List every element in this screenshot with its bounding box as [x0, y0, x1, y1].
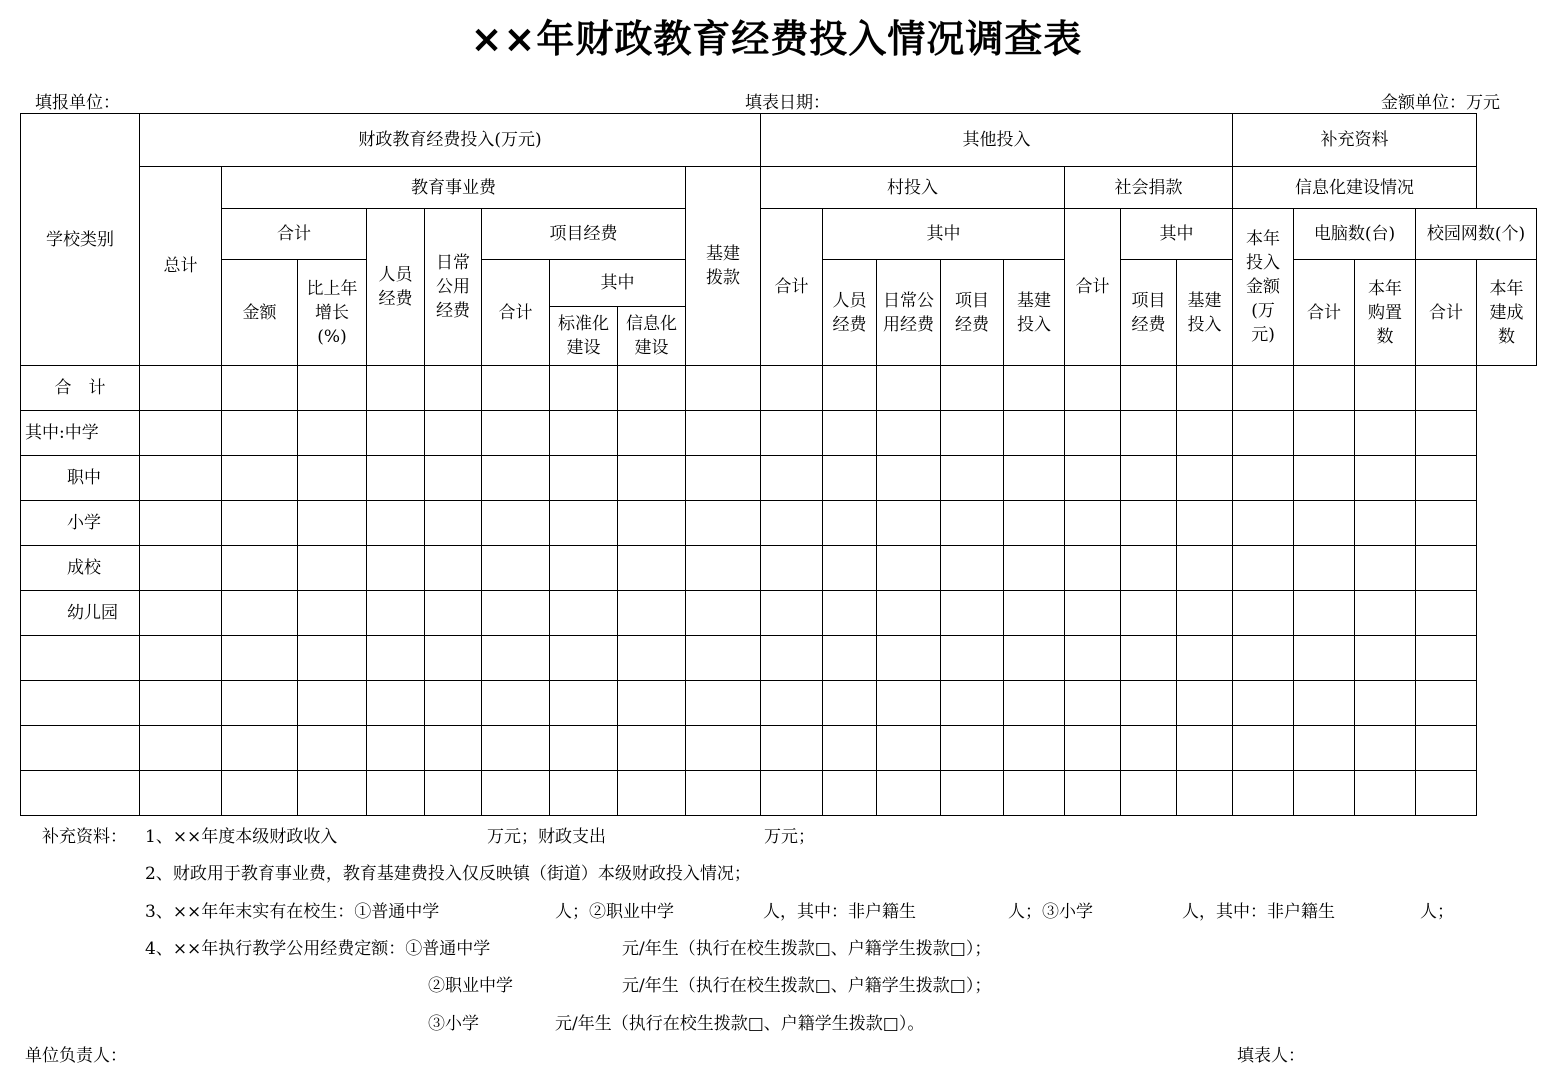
data-cell[interactable] [761, 681, 823, 726]
row-label [21, 681, 140, 726]
header-social-among: 其中 [1121, 209, 1233, 260]
data-cell[interactable] [298, 501, 367, 546]
data-cell[interactable] [1177, 681, 1233, 726]
data-cell[interactable] [1121, 546, 1177, 591]
data-cell[interactable] [823, 366, 877, 411]
data-cell[interactable] [1355, 411, 1416, 456]
survey-table [20, 113, 1537, 816]
data-cell[interactable] [140, 546, 222, 591]
data-cell[interactable] [1294, 546, 1355, 591]
data-cell[interactable] [686, 366, 761, 411]
data-cell[interactable] [1177, 411, 1233, 456]
data-cell[interactable] [877, 546, 941, 591]
data-cell[interactable] [298, 591, 367, 636]
row-label: 小学 [21, 501, 140, 546]
data-cell[interactable] [1121, 501, 1177, 546]
data-cell[interactable] [1294, 681, 1355, 726]
row-label: 职中 [21, 456, 140, 501]
filler-label: 填表人： [1237, 1046, 1305, 1066]
data-cell[interactable] [550, 501, 618, 546]
header-village-construction: 基建投入 [1004, 260, 1065, 366]
table-body [21, 366, 1537, 816]
data-cell[interactable] [941, 636, 1004, 681]
note-3-c: 人，其中：非户籍生 [763, 902, 916, 922]
data-cell[interactable] [761, 366, 823, 411]
data-cell[interactable] [367, 501, 425, 546]
note-1-c: 万元； [764, 827, 815, 847]
table-row [21, 726, 1537, 771]
data-cell[interactable] [686, 411, 761, 456]
data-cell[interactable] [1355, 771, 1416, 816]
header-amount: 金额 [222, 260, 298, 366]
data-cell[interactable] [618, 456, 686, 501]
data-cell[interactable] [298, 771, 367, 816]
header-other-input: 其他投入 [761, 114, 1233, 167]
data-cell[interactable] [1233, 501, 1294, 546]
data-cell[interactable] [1416, 456, 1477, 501]
data-cell[interactable] [618, 726, 686, 771]
data-cell[interactable] [425, 366, 482, 411]
data-cell[interactable] [1004, 681, 1065, 726]
data-cell[interactable] [1177, 726, 1233, 771]
data-cell[interactable] [222, 591, 298, 636]
header-fiscal-input: 财政教育经费投入(万元) [140, 114, 761, 167]
row-label [21, 636, 140, 681]
data-cell[interactable] [1355, 591, 1416, 636]
data-cell[interactable] [1004, 366, 1065, 411]
data-cell[interactable] [298, 636, 367, 681]
data-cell[interactable] [1416, 546, 1477, 591]
data-cell[interactable] [482, 366, 550, 411]
data-cell[interactable] [298, 546, 367, 591]
data-cell[interactable] [823, 591, 877, 636]
note-1-a: 1、××年度本级财政收入 [145, 827, 338, 847]
data-cell[interactable] [1294, 771, 1355, 816]
data-cell[interactable] [1121, 771, 1177, 816]
data-cell[interactable] [1416, 591, 1477, 636]
data-cell[interactable] [941, 411, 1004, 456]
note-3-a: 3、××年年末实有在校生：①普通中学 [145, 902, 440, 922]
table-row [21, 636, 1537, 681]
reporting-unit-label: 填报单位： [35, 93, 120, 113]
data-cell[interactable] [1065, 726, 1121, 771]
table-row [21, 771, 1537, 816]
data-cell[interactable] [482, 681, 550, 726]
data-cell[interactable] [140, 501, 222, 546]
data-cell[interactable] [1233, 591, 1294, 636]
data-cell[interactable] [1416, 411, 1477, 456]
data-cell[interactable] [686, 681, 761, 726]
data-cell[interactable] [425, 681, 482, 726]
data-cell[interactable] [1233, 366, 1294, 411]
data-cell[interactable] [1355, 726, 1416, 771]
data-cell[interactable] [140, 366, 222, 411]
header-project-among: 其中 [550, 260, 685, 306]
data-cell[interactable] [761, 591, 823, 636]
data-cell[interactable] [877, 591, 941, 636]
data-cell[interactable] [222, 636, 298, 681]
data-cell[interactable] [1177, 771, 1233, 816]
header-informatization: 信息化建设 [626, 313, 677, 358]
data-cell[interactable] [550, 456, 618, 501]
data-cell[interactable] [1004, 501, 1065, 546]
header-daily-public: 日常公用经费 [425, 209, 482, 366]
data-cell[interactable] [761, 546, 823, 591]
amount-unit-label: 金额单位：万元 [1381, 93, 1500, 113]
data-cell[interactable] [1065, 411, 1121, 456]
header-yoy-growth: 比上年增长(%) [298, 260, 367, 366]
data-cell[interactable] [222, 771, 298, 816]
data-cell[interactable] [140, 456, 222, 501]
note-6-a: ③小学 [428, 1014, 479, 1034]
data-cell[interactable] [222, 501, 298, 546]
data-cell[interactable] [1065, 501, 1121, 546]
data-cell[interactable] [482, 636, 550, 681]
notes-label: 补充资料： [42, 827, 127, 847]
data-cell[interactable] [1416, 636, 1477, 681]
row-label: 幼儿园 [21, 591, 140, 636]
data-cell[interactable] [482, 456, 550, 501]
data-cell[interactable] [1355, 546, 1416, 591]
data-cell[interactable] [761, 501, 823, 546]
data-cell[interactable] [1065, 591, 1121, 636]
note-6-b: 元/年生（执行在校生拨款□、户籍学生拨款□）。 [555, 1014, 925, 1034]
data-cell[interactable] [222, 456, 298, 501]
note-2: 2、财政用于教育事业费，教育基建费投入仅反映镇（街道）本级财政投入情况； [145, 864, 751, 884]
row-label: 其中:中学 [21, 411, 140, 456]
data-cell[interactable] [1004, 591, 1065, 636]
data-cell[interactable] [1416, 726, 1477, 771]
data-cell[interactable] [1121, 411, 1177, 456]
row-label: 合 计 [21, 366, 140, 411]
data-cell[interactable] [140, 726, 222, 771]
data-cell[interactable] [1065, 681, 1121, 726]
table-row [21, 681, 1537, 726]
data-cell[interactable] [686, 636, 761, 681]
data-cell[interactable] [550, 411, 618, 456]
data-cell[interactable] [761, 636, 823, 681]
data-cell[interactable] [1065, 366, 1121, 411]
data-cell[interactable] [1355, 501, 1416, 546]
note-3-e: 人，其中：非户籍生 [1182, 902, 1335, 922]
data-cell[interactable] [1004, 411, 1065, 456]
data-cell[interactable] [1294, 726, 1355, 771]
data-cell[interactable] [1177, 456, 1233, 501]
header-subtotal: 合计 [222, 209, 367, 260]
note-3-d: 人；③小学 [1008, 902, 1093, 922]
data-cell[interactable] [1294, 411, 1355, 456]
table-row [21, 501, 1537, 546]
header-edu-business: 教育事业费 [222, 167, 686, 209]
data-cell[interactable] [1121, 591, 1177, 636]
header-construction-grant: 基建拨款 [686, 167, 761, 366]
row-label: 成校 [21, 546, 140, 591]
data-cell[interactable] [222, 411, 298, 456]
data-cell[interactable] [482, 546, 550, 591]
data-cell[interactable] [1004, 771, 1065, 816]
data-cell[interactable] [140, 411, 222, 456]
header-info-construction: 信息化建设情况 [1233, 167, 1477, 209]
data-cell[interactable] [877, 681, 941, 726]
data-cell[interactable] [1004, 546, 1065, 591]
table-row [21, 456, 1537, 501]
data-cell[interactable] [1004, 636, 1065, 681]
data-cell[interactable] [1177, 636, 1233, 681]
data-cell[interactable] [1004, 726, 1065, 771]
data-cell[interactable] [1416, 501, 1477, 546]
data-cell[interactable] [140, 771, 222, 816]
data-cell[interactable] [425, 726, 482, 771]
header-village-subtotal: 合计 [761, 209, 823, 366]
table-row [21, 546, 1537, 591]
table-row [21, 591, 1537, 636]
data-cell[interactable] [1121, 456, 1177, 501]
data-cell[interactable] [1177, 546, 1233, 591]
data-cell[interactable] [686, 501, 761, 546]
data-cell[interactable] [1065, 636, 1121, 681]
data-cell[interactable] [1233, 456, 1294, 501]
data-cell[interactable] [425, 501, 482, 546]
data-cell[interactable] [550, 771, 618, 816]
header-personnel: 人员经费 [367, 209, 425, 366]
data-cell[interactable] [1121, 636, 1177, 681]
data-cell[interactable] [1177, 501, 1233, 546]
data-cell[interactable] [1121, 726, 1177, 771]
data-cell[interactable] [1355, 636, 1416, 681]
data-cell[interactable] [1233, 681, 1294, 726]
header-social-donation: 社会捐款 [1065, 167, 1233, 209]
header-village-input: 村投入 [761, 167, 1065, 209]
data-cell[interactable] [1177, 591, 1233, 636]
data-cell[interactable] [686, 546, 761, 591]
data-cell[interactable] [550, 546, 618, 591]
data-cell[interactable] [298, 366, 367, 411]
data-cell[interactable] [877, 411, 941, 456]
data-cell[interactable] [425, 591, 482, 636]
header-supplementary: 补充资料 [1233, 114, 1477, 167]
data-cell[interactable] [618, 591, 686, 636]
header-net-built: 本年建成数 [1477, 260, 1537, 366]
fill-date-label: 填表日期： [745, 93, 830, 113]
data-cell[interactable] [941, 771, 1004, 816]
header-year-input-amount: 本年投入金额(万元) [1233, 209, 1294, 366]
data-cell[interactable] [367, 411, 425, 456]
data-cell[interactable] [298, 726, 367, 771]
data-cell[interactable] [686, 456, 761, 501]
data-cell[interactable] [1121, 366, 1177, 411]
note-5-b: 元/年生（执行在校生拨款□、户籍学生拨款□）； [622, 976, 992, 996]
data-cell[interactable] [761, 771, 823, 816]
data-cell[interactable] [1416, 681, 1477, 726]
data-cell[interactable] [618, 501, 686, 546]
data-cell[interactable] [1065, 456, 1121, 501]
data-cell[interactable] [367, 591, 425, 636]
data-cell[interactable] [941, 501, 1004, 546]
data-cell[interactable] [761, 726, 823, 771]
data-cell[interactable] [425, 456, 482, 501]
data-cell[interactable] [877, 366, 941, 411]
data-cell[interactable] [1416, 366, 1477, 411]
unit-leader-label: 单位负责人： [25, 1046, 127, 1066]
data-cell[interactable] [1233, 636, 1294, 681]
data-cell[interactable] [367, 546, 425, 591]
header-village-daily-public: 日常公用经费 [877, 260, 941, 366]
header-project-funds: 项目经费 [482, 209, 686, 260]
header-computer-subtotal: 合计 [1294, 260, 1355, 366]
data-cell[interactable] [222, 366, 298, 411]
data-cell[interactable] [877, 456, 941, 501]
data-cell[interactable] [482, 726, 550, 771]
header-school-type: 学校类别 [21, 114, 140, 366]
data-cell[interactable] [1355, 681, 1416, 726]
data-cell[interactable] [618, 546, 686, 591]
page-title: ××年财政教育经费投入情况调查表 [470, 17, 1083, 61]
data-cell[interactable] [140, 636, 222, 681]
data-cell[interactable] [298, 456, 367, 501]
data-cell[interactable] [877, 771, 941, 816]
data-cell[interactable] [823, 546, 877, 591]
data-cell[interactable] [298, 411, 367, 456]
data-cell[interactable] [550, 726, 618, 771]
data-cell[interactable] [425, 636, 482, 681]
data-cell[interactable] [367, 771, 425, 816]
data-cell[interactable] [1177, 366, 1233, 411]
data-cell[interactable] [550, 681, 618, 726]
data-cell[interactable] [823, 501, 877, 546]
data-cell[interactable] [425, 546, 482, 591]
header-social-project: 项目经费 [1121, 260, 1177, 366]
data-cell[interactable] [823, 771, 877, 816]
data-cell[interactable] [618, 636, 686, 681]
data-cell[interactable] [877, 726, 941, 771]
data-cell[interactable] [941, 591, 1004, 636]
data-cell[interactable] [1294, 366, 1355, 411]
table-row [21, 411, 1537, 456]
data-cell[interactable] [1355, 366, 1416, 411]
data-cell[interactable] [823, 411, 877, 456]
note-4-a: 4、××年执行教学公用经费定额：①普通中学 [145, 939, 491, 959]
data-cell[interactable] [1065, 546, 1121, 591]
header-village-personnel: 人员经费 [823, 260, 877, 366]
data-cell[interactable] [482, 771, 550, 816]
header-campus-net: 校园网数(个) [1416, 209, 1537, 260]
data-cell[interactable] [482, 411, 550, 456]
note-3-f: 人； [1420, 902, 1454, 922]
data-cell[interactable] [1233, 546, 1294, 591]
data-cell[interactable] [550, 366, 618, 411]
data-cell[interactable] [367, 366, 425, 411]
header-village-among: 其中 [823, 209, 1065, 260]
data-cell[interactable] [686, 726, 761, 771]
data-cell[interactable] [222, 546, 298, 591]
note-1-b: 万元；财政支出 [487, 827, 606, 847]
data-cell[interactable] [1355, 456, 1416, 501]
data-cell[interactable] [941, 726, 1004, 771]
data-cell[interactable] [140, 681, 222, 726]
data-cell[interactable] [1416, 771, 1477, 816]
header-project-subtotal: 合计 [482, 260, 550, 366]
row-label [21, 726, 140, 771]
row-label [21, 771, 140, 816]
data-cell[interactable] [1121, 681, 1177, 726]
data-cell[interactable] [1233, 771, 1294, 816]
data-cell[interactable] [1004, 456, 1065, 501]
data-cell[interactable] [550, 591, 618, 636]
note-3-b: 人；②职业中学 [555, 902, 674, 922]
data-cell[interactable] [941, 456, 1004, 501]
data-cell[interactable] [1294, 501, 1355, 546]
data-cell[interactable] [140, 591, 222, 636]
data-cell[interactable] [877, 501, 941, 546]
data-cell[interactable] [367, 681, 425, 726]
data-cell[interactable] [823, 636, 877, 681]
data-cell[interactable] [941, 546, 1004, 591]
data-cell[interactable] [1233, 411, 1294, 456]
data-cell[interactable] [482, 501, 550, 546]
header-total: 总计 [140, 167, 222, 366]
data-cell[interactable] [550, 636, 618, 681]
header-village-project: 项目经费 [941, 260, 1004, 366]
data-cell[interactable] [686, 771, 761, 816]
data-cell[interactable] [761, 411, 823, 456]
data-cell[interactable] [618, 366, 686, 411]
data-cell[interactable] [367, 726, 425, 771]
data-cell[interactable] [367, 636, 425, 681]
header-social-construction: 基建投入 [1177, 260, 1233, 366]
data-cell[interactable] [1065, 771, 1121, 816]
data-cell[interactable] [877, 636, 941, 681]
header-computer-purchased: 本年购置数 [1355, 260, 1416, 366]
data-cell[interactable] [941, 681, 1004, 726]
header-net-subtotal: 合计 [1416, 260, 1477, 366]
data-cell[interactable] [618, 771, 686, 816]
data-cell[interactable] [482, 591, 550, 636]
data-cell[interactable] [298, 681, 367, 726]
data-cell[interactable] [1294, 636, 1355, 681]
data-cell[interactable] [1294, 591, 1355, 636]
data-cell[interactable] [823, 726, 877, 771]
data-cell[interactable] [761, 456, 823, 501]
data-cell[interactable] [823, 456, 877, 501]
table-row [21, 366, 1537, 411]
data-cell[interactable] [367, 456, 425, 501]
note-5-a: ②职业中学 [428, 976, 513, 996]
note-4-b: 元/年生（执行在校生拨款□、户籍学生拨款□）； [622, 939, 992, 959]
data-cell[interactable] [618, 411, 686, 456]
data-cell[interactable] [222, 681, 298, 726]
data-cell[interactable] [618, 681, 686, 726]
data-cell[interactable] [222, 726, 298, 771]
data-cell[interactable] [1233, 726, 1294, 771]
data-cell[interactable] [686, 591, 761, 636]
data-cell[interactable] [1294, 456, 1355, 501]
data-cell[interactable] [425, 771, 482, 816]
data-cell[interactable] [823, 681, 877, 726]
data-cell[interactable] [425, 411, 482, 456]
header-social-subtotal: 合计 [1065, 209, 1121, 366]
data-cell[interactable] [941, 366, 1004, 411]
header-standardization: 标准化建设 [550, 306, 618, 365]
header-computers: 电脑数(台) [1294, 209, 1416, 260]
